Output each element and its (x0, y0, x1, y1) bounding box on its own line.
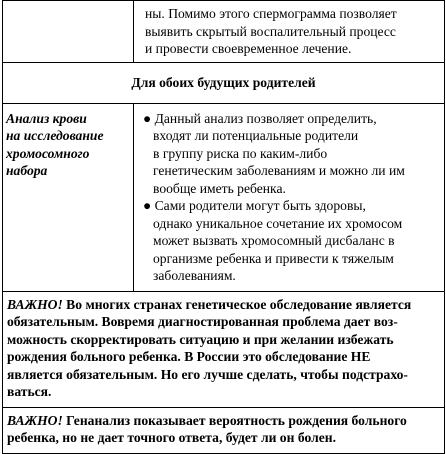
note-line: ваться. (7, 384, 52, 399)
note-lead: ВАЖНО! (7, 296, 63, 312)
bullet-line: организме ребенка и привести к тяжелым (153, 250, 394, 266)
bullet-line: может вызвать хромосомный дисбаланс в (153, 233, 395, 248)
bullet-line: вообще иметь ребенка. (153, 180, 286, 196)
table-row (3, 1, 445, 63)
note-line (7, 412, 438, 430)
note-text: Генанализ показывает вероятность рождения больного (62, 412, 407, 428)
note-line: ребенка, но не дает точного ответа, будет ли он болен. (7, 430, 336, 445)
table-row (3, 291, 445, 407)
important-note (3, 407, 445, 453)
label-line: Анализ крови (6, 110, 87, 126)
text-line: выявить скрытый воспалительный процесс (145, 23, 396, 39)
bullet-line: заболеваниям. (153, 268, 236, 283)
analysis-label-cell (3, 103, 134, 291)
table-row (3, 103, 445, 291)
bullet-line: ● Сами родители могут быть здоровы, (143, 198, 366, 213)
note-text: Во многих странах генетическое обследование является (62, 296, 412, 312)
empty-label-cell (3, 1, 134, 63)
note-lead: ВАЖНО! (7, 412, 63, 428)
info-table (2, 0, 445, 454)
label-line: на исследование (6, 128, 104, 143)
section-header: Для обоих будущих родителей (3, 63, 445, 104)
note-line: можность скорректировать ситуацию и при желании избежать (7, 331, 394, 347)
note-line (7, 296, 438, 314)
bullet-line: однако уникальное сочетание их хромосом (153, 215, 403, 231)
continuation-text-cell (134, 1, 445, 63)
analysis-description-cell (134, 103, 445, 291)
table-row (3, 407, 445, 453)
bullet-line: генетическим заболеваниям и можно ли им (153, 163, 405, 178)
text-line: ны. Помимо этого спермограмма позволяет (145, 6, 397, 21)
table-row (3, 63, 445, 104)
note-line: рождения больного ребенка. В России это обследование НЕ (7, 349, 371, 364)
important-note (3, 291, 445, 407)
note-line: обязательным. Вовремя диагностированная проблема дает воз- (7, 314, 398, 329)
bullet-line: в группу риска по каким-либо (153, 145, 328, 161)
text-line: и провести своевременное лечение. (145, 41, 352, 56)
bullet-line: входят ли потенциальные родители (153, 128, 359, 143)
bullet-line: ● Данный анализ позволяет определить, (143, 110, 377, 126)
label-line: набора (6, 163, 48, 178)
note-line: является обязательным. Но его лучше сделать, чтобы подстрахо- (7, 366, 408, 382)
label-line: хромосомного (6, 145, 90, 161)
